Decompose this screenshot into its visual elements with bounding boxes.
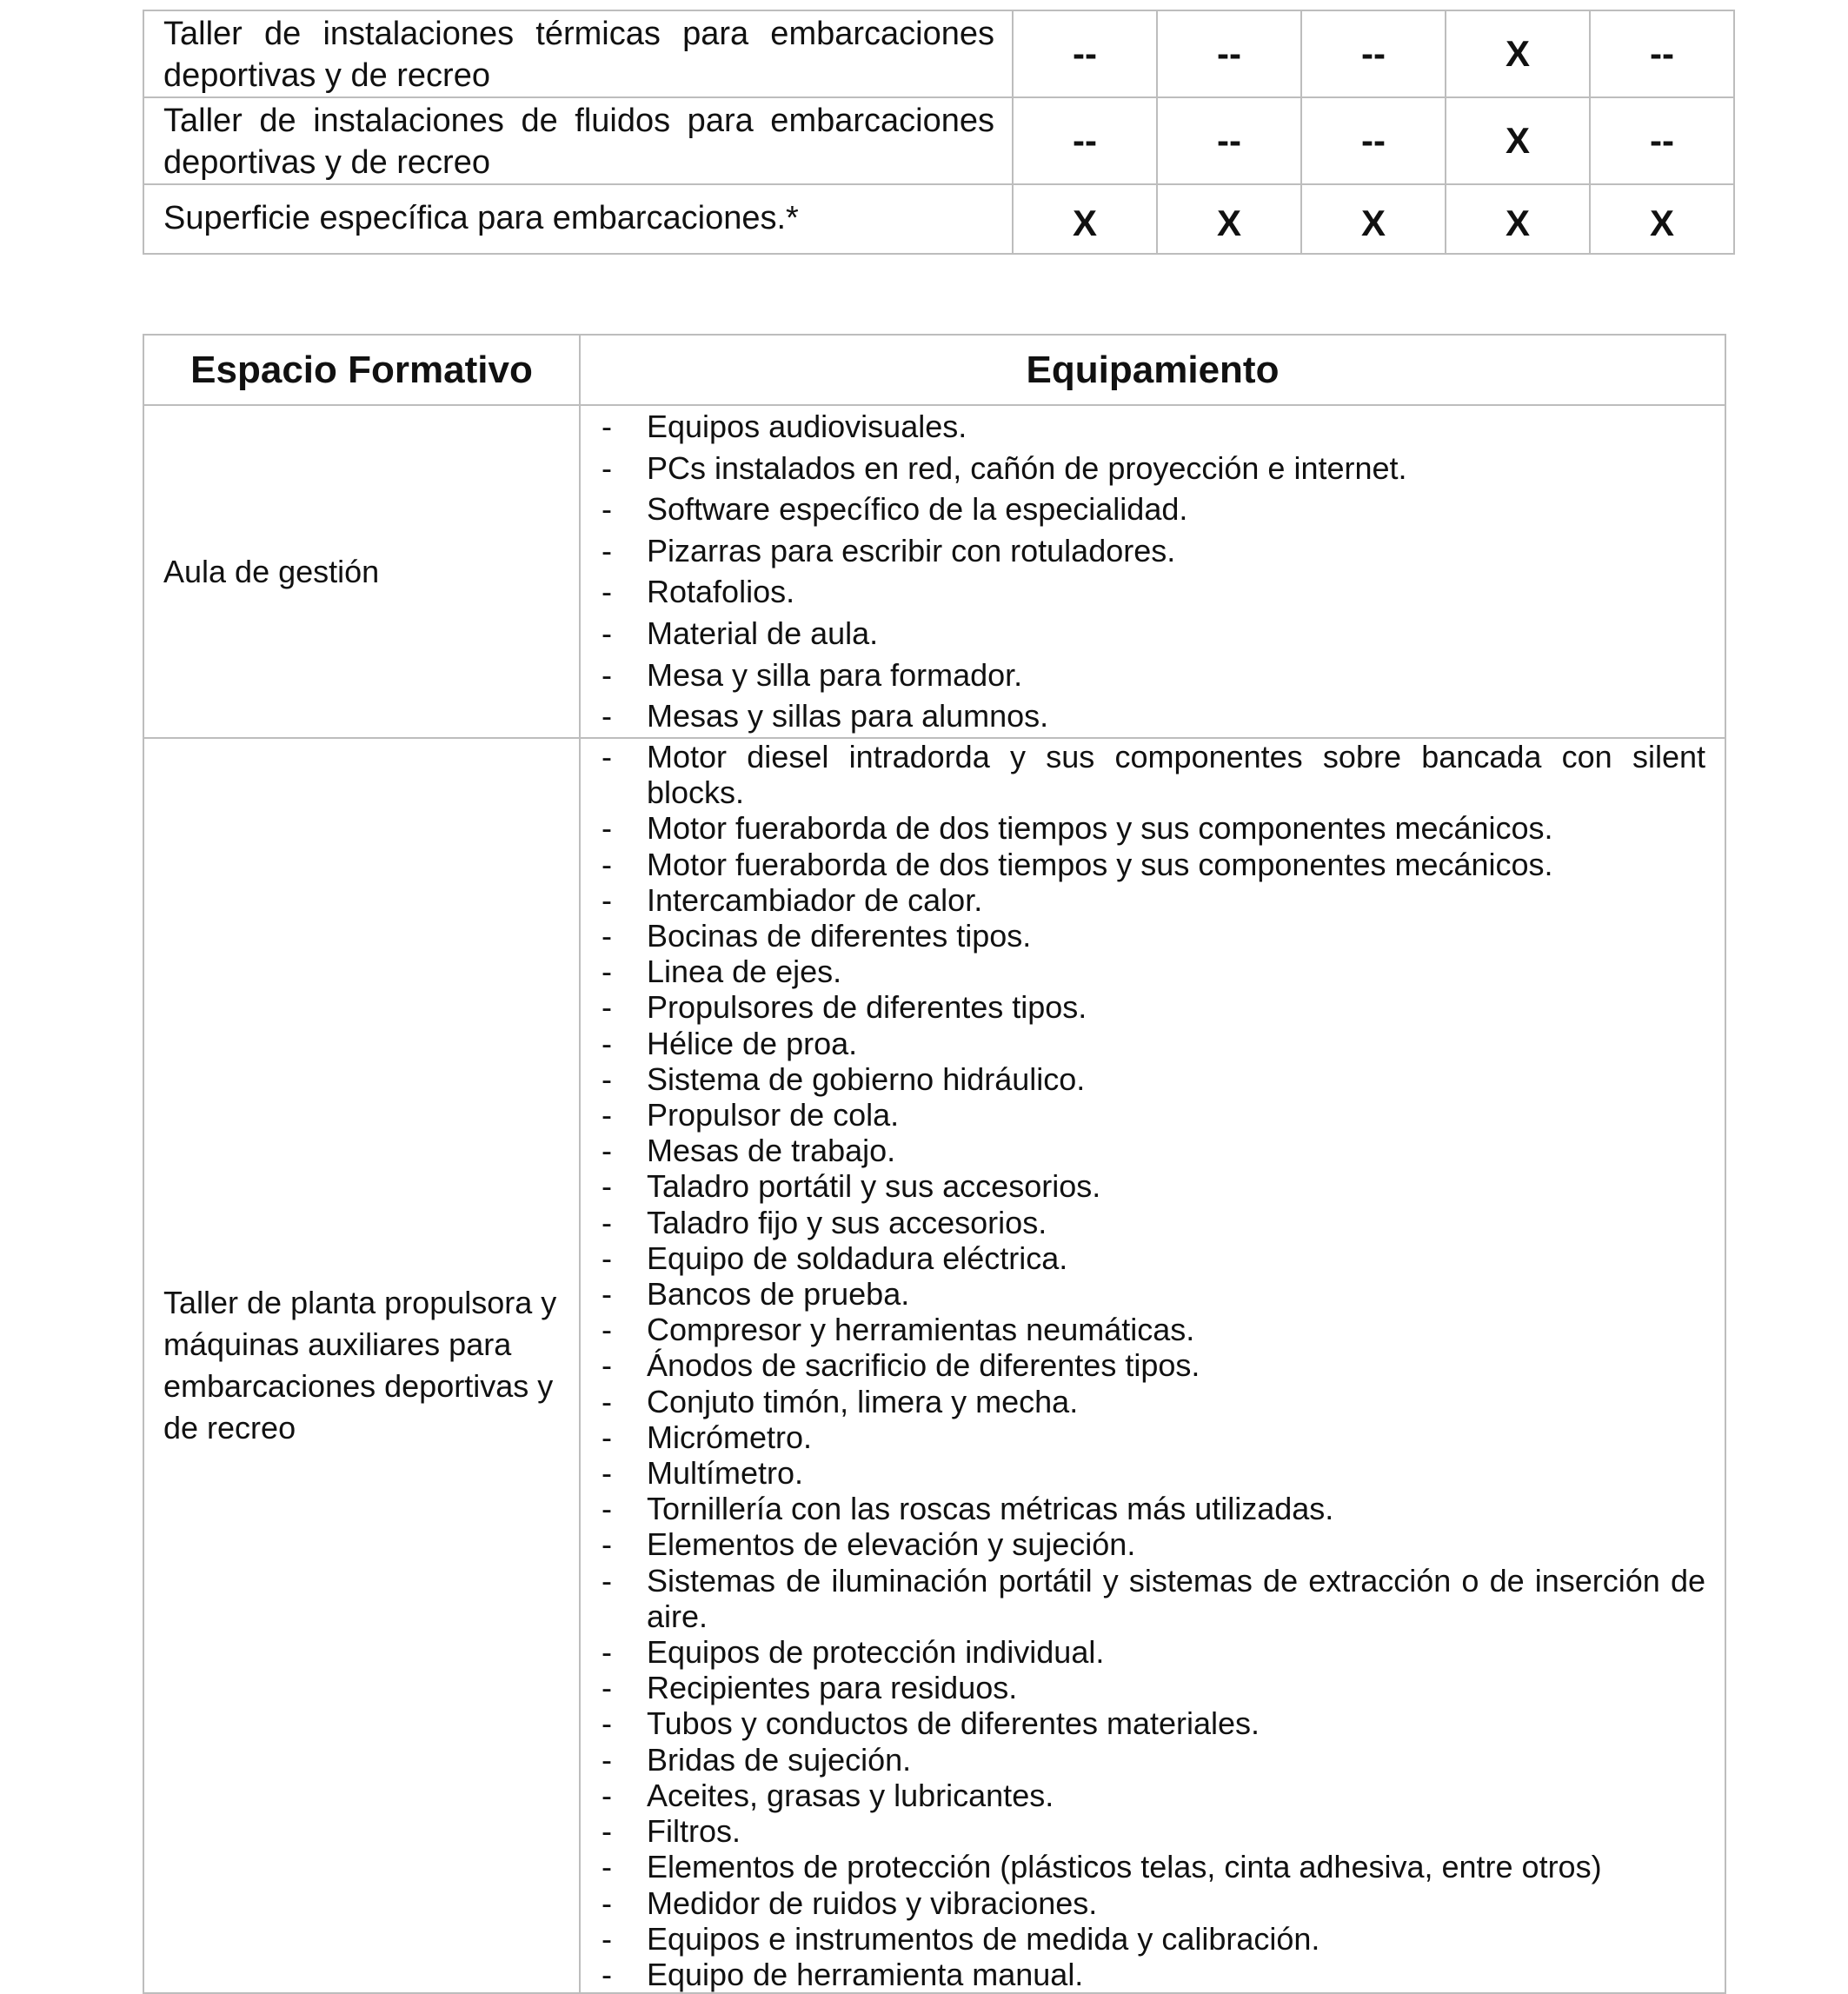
- table-row: [143, 184, 1734, 254]
- course-mark-cell: --: [1013, 10, 1157, 97]
- bullet-dash: -: [602, 491, 612, 528]
- equipment-item: [602, 1778, 1705, 1813]
- equipment-item-text: Bocinas de diferentes tipos.: [647, 918, 1032, 954]
- bullet-dash: -: [602, 1562, 612, 1599]
- bullet-dash: -: [602, 532, 612, 568]
- equipment-item-text: Sistema de gobierno hidráulico.: [647, 1060, 1086, 1097]
- course-mark-cell: --: [1301, 97, 1446, 184]
- equipment-item: [602, 1168, 1705, 1204]
- course-mark-cell: --: [1590, 10, 1734, 97]
- table-row: [143, 405, 1725, 738]
- header-space: Espacio Formativo: [143, 335, 580, 405]
- bullet-dash: -: [602, 881, 612, 918]
- bullet-dash: -: [602, 1133, 612, 1169]
- equipment-item: [602, 489, 1705, 530]
- bullet-dash: -: [602, 1276, 612, 1313]
- space-name-cell: Taller de instalaciones térmicas para embarcaciones deportivas y de recreo: [143, 10, 1013, 97]
- table-row: [143, 738, 1725, 1993]
- bullet-dash: -: [602, 954, 612, 990]
- equipment-item-text: Motor fueraborda de dos tiempos y sus componentes mecánicos.: [647, 846, 1553, 882]
- equipment-item: [602, 1634, 1705, 1670]
- equipment-item-text: Motor diesel intradorda y sus componentes sobre bancada con silent blocks.: [647, 739, 1705, 811]
- course-mark-cell: --: [1157, 10, 1301, 97]
- equipment-item-text: Intercambiador de calor.: [647, 881, 983, 918]
- bullet-dash: -: [602, 1419, 612, 1455]
- bullet-dash: -: [602, 1491, 612, 1527]
- equipment-item: [602, 1312, 1705, 1347]
- equipment-item: [602, 847, 1705, 882]
- equipment-item-text: Bridas de sujeción.: [647, 1741, 912, 1778]
- equipment-item: [602, 1885, 1705, 1921]
- equipment-item: [602, 1705, 1705, 1741]
- equipment-item-text: Taladro fijo y sus accesorios.: [647, 1204, 1047, 1240]
- bullet-dash: -: [602, 1168, 612, 1205]
- equipment-item-text: Mesa y silla para formador.: [647, 656, 1023, 693]
- course-mark-cell: --: [1301, 10, 1446, 97]
- equipment-item-text: Motor fueraborda de dos tiempos y sus componentes mecánicos.: [647, 810, 1553, 847]
- course-mark-cell: X: [1301, 184, 1446, 254]
- equipment-item: [602, 1097, 1705, 1133]
- equipment-item-text: Propulsor de cola.: [647, 1097, 900, 1133]
- equipment-item-text: Tornillería con las roscas métricas más utilizadas.: [647, 1491, 1334, 1527]
- equipment-item-text: Medidor de ruidos y vibraciones.: [647, 1884, 1098, 1921]
- equipment-item: [602, 1849, 1705, 1884]
- equipment-item-text: Sistemas de iluminación portátil y sistemas de extracción o de inserción de aire.: [647, 1562, 1705, 1634]
- equipment-item-text: Propulsores de diferentes tipos.: [647, 989, 1087, 1026]
- equipment-item: [602, 810, 1705, 846]
- equipment-item: [602, 1276, 1705, 1312]
- equipment-item: [602, 1347, 1705, 1383]
- table-row: [143, 10, 1734, 97]
- space-name-cell: Aula de gestión: [143, 405, 580, 738]
- table-row: [143, 97, 1734, 184]
- equipment-item-text: Compresor y herramientas neumáticas.: [647, 1312, 1195, 1348]
- course-mark-cell: X: [1446, 97, 1590, 184]
- equipment-item-text: Elementos de protección (plásticos telas, cinta adhesiva, entre otros): [647, 1849, 1602, 1885]
- bullet-dash: -: [602, 1956, 612, 1992]
- equipment-item: [602, 1061, 1705, 1097]
- equipment-item-text: Equipos audiovisuales.: [647, 409, 967, 444]
- equipment-item-text: Equipo de soldadura eléctrica.: [647, 1240, 1068, 1276]
- equipment-item: [602, 1384, 1705, 1419]
- equipment-item-text: Rotafolios.: [647, 574, 795, 610]
- bullet-dash: -: [602, 918, 612, 954]
- bullet-dash: -: [602, 449, 612, 486]
- equipment-item-text: Ánodos de sacrificio de diferentes tipos.: [647, 1347, 1200, 1384]
- bullet-dash: -: [602, 1741, 612, 1778]
- equipment-item-text: Bancos de prueba.: [647, 1276, 910, 1313]
- equipment-item: [602, 1526, 1705, 1562]
- equipment-item: [602, 1026, 1705, 1061]
- bullet-dash: -: [602, 1670, 612, 1706]
- bullet-dash: -: [602, 1312, 612, 1348]
- equipment-item: [602, 1240, 1705, 1276]
- equipment-item: [602, 448, 1705, 489]
- bullet-dash: -: [602, 1634, 612, 1671]
- equipment-item: [602, 1491, 1705, 1526]
- equipment-item-text: Pizarras para escribir con rotuladores.: [647, 532, 1176, 568]
- equipment-item: [602, 739, 1705, 810]
- bullet-dash: -: [602, 1920, 612, 1957]
- bullet-dash: -: [602, 1455, 612, 1492]
- bullet-dash: -: [602, 1025, 612, 1061]
- course-mark-cell: X: [1157, 184, 1301, 254]
- course-mark-cell: X: [1446, 184, 1590, 254]
- equipment-item: [602, 1133, 1705, 1168]
- bullet-dash: -: [602, 615, 612, 651]
- equipment-item: [602, 1957, 1705, 1992]
- equipment-table: [143, 334, 1726, 1994]
- equipment-item-text: Hélice de proa.: [647, 1025, 858, 1061]
- bullet-dash: -: [602, 698, 612, 734]
- spaces-courses-table: [143, 10, 1735, 255]
- table-header-row: [143, 335, 1725, 405]
- bullet-dash: -: [602, 1383, 612, 1419]
- bullet-dash: -: [602, 1060, 612, 1097]
- bullet-dash: -: [602, 656, 612, 693]
- equipment-item-text: Mesas de trabajo.: [647, 1133, 896, 1169]
- equipment-item: [602, 613, 1705, 655]
- equipment-item: [602, 1563, 1705, 1634]
- equipment-item-text: PCs instalados en red, cañón de proyección e internet.: [647, 449, 1407, 486]
- equipment-item-text: Software específico de la especialidad.: [647, 491, 1188, 528]
- equipment-cell: [580, 738, 1725, 1993]
- header-equipment: Equipamiento: [580, 335, 1725, 405]
- equipment-item: [602, 530, 1705, 572]
- bullet-dash: -: [602, 810, 612, 847]
- equipment-item-text: Linea de ejes.: [647, 954, 842, 990]
- course-mark-cell: --: [1590, 97, 1734, 184]
- bullet-dash: -: [602, 1240, 612, 1276]
- bullet-dash: -: [602, 409, 612, 444]
- equipment-item: [602, 954, 1705, 989]
- equipment-cell: [580, 405, 1725, 738]
- equipment-list: [602, 739, 1705, 1992]
- equipment-item: [602, 695, 1705, 737]
- bullet-dash: -: [602, 1097, 612, 1133]
- equipment-item: [602, 655, 1705, 696]
- bullet-dash: -: [602, 1204, 612, 1240]
- equipment-item-text: Taladro portátil y sus accesorios.: [647, 1168, 1101, 1205]
- equipment-item: [602, 406, 1705, 448]
- bullet-dash: -: [602, 1813, 612, 1850]
- equipment-item: [602, 989, 1705, 1025]
- equipment-item-text: Mesas y sillas para alumnos.: [647, 698, 1049, 734]
- bullet-dash: -: [602, 574, 612, 610]
- equipment-item-text: Equipos e instrumentos de medida y calibración.: [647, 1920, 1320, 1957]
- equipment-item-text: Equipos de protección individual.: [647, 1634, 1105, 1671]
- equipment-item-text: Elementos de elevación y sujeción.: [647, 1526, 1136, 1563]
- course-mark-cell: --: [1157, 97, 1301, 184]
- equipment-item-text: Recipientes para residuos.: [647, 1670, 1018, 1706]
- course-mark-cell: X: [1446, 10, 1590, 97]
- equipment-item-text: Micrómetro.: [647, 1419, 813, 1455]
- equipment-item-text: Material de aula.: [647, 615, 879, 651]
- equipment-item: [602, 1205, 1705, 1240]
- equipment-item: [602, 882, 1705, 918]
- space-name-cell: Taller de planta propulsora y máquinas auxiliares para embarcaciones deportivas y de recreo: [143, 738, 580, 1993]
- course-mark-cell: X: [1013, 184, 1157, 254]
- equipment-item-text: Equipo de herramienta manual.: [647, 1956, 1084, 1992]
- space-name-cell: Superficie específica para embarcaciones.*: [143, 184, 1013, 254]
- course-mark-cell: X: [1590, 184, 1734, 254]
- equipment-item: [602, 1419, 1705, 1455]
- equipment-item: [602, 1813, 1705, 1849]
- equipment-item-text: Aceites, grasas y lubricantes.: [647, 1777, 1054, 1813]
- bullet-dash: -: [602, 1777, 612, 1813]
- equipment-item: [602, 1670, 1705, 1705]
- equipment-item: [602, 1455, 1705, 1491]
- equipment-item-text: Tubos y conductos de diferentes materiales.: [647, 1705, 1260, 1742]
- equipment-item-text: Filtros.: [647, 1813, 741, 1850]
- bullet-dash: -: [602, 1884, 612, 1921]
- course-mark-cell: --: [1013, 97, 1157, 184]
- equipment-list: [602, 406, 1705, 737]
- bullet-dash: -: [602, 1705, 612, 1742]
- equipment-item-text: Conjuto timón, limera y mecha.: [647, 1383, 1079, 1419]
- space-name-cell: Taller de instalaciones de fluidos para embarcaciones deportivas y de recreo: [143, 97, 1013, 184]
- bullet-dash: -: [602, 1849, 612, 1885]
- equipment-item: [602, 1921, 1705, 1957]
- equipment-item-text: Multímetro.: [647, 1455, 804, 1492]
- bullet-dash: -: [602, 846, 612, 882]
- bullet-dash: -: [602, 1526, 612, 1563]
- bullet-dash: -: [602, 989, 612, 1026]
- bullet-dash: -: [602, 739, 612, 774]
- equipment-item: [602, 571, 1705, 613]
- bullet-dash: -: [602, 1347, 612, 1384]
- equipment-item: [602, 1742, 1705, 1778]
- equipment-item: [602, 918, 1705, 954]
